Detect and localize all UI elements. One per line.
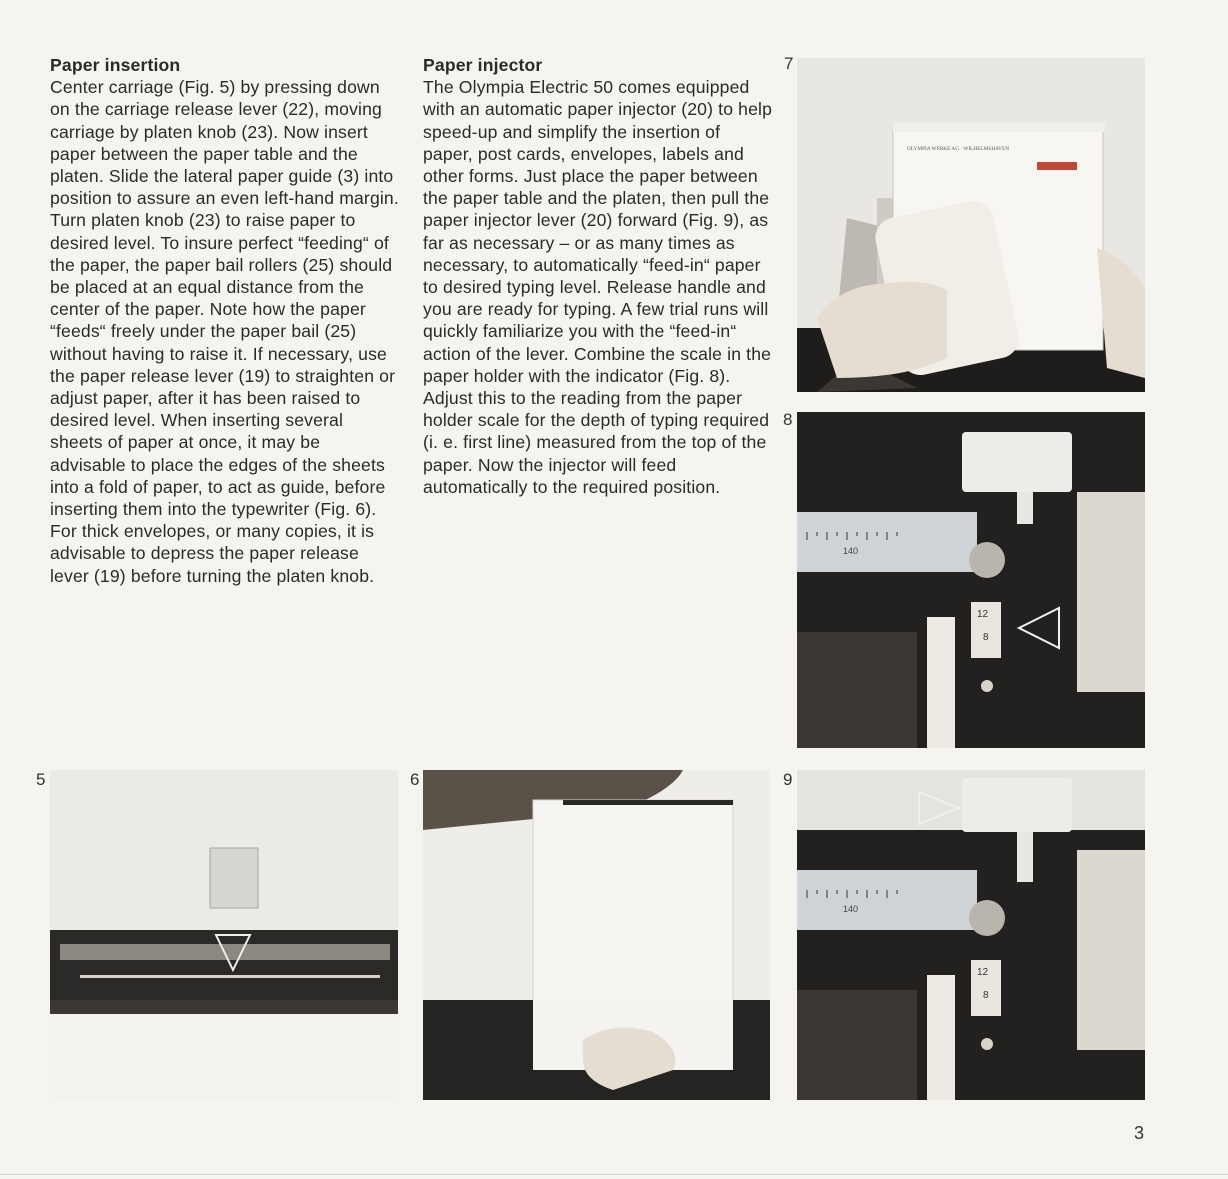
figure-8-scale-number: 140 <box>843 546 859 556</box>
figure-7-photo <box>797 58 1145 392</box>
figure-8-indicator-bottom: 8 <box>983 632 989 643</box>
figure-9-indicator-bottom: 8 <box>983 990 989 1001</box>
paper-insertion-section <box>50 54 400 587</box>
figure-6-photo <box>423 770 770 1100</box>
figure-8-photo <box>797 412 1145 748</box>
figure-9-indicator-top: 12 <box>977 967 989 978</box>
page-number: 3 <box>1134 1123 1145 1143</box>
figure-7-letterhead: OLYMPIA WERKE AG · WILHELMSHAVEN <box>907 146 1010 152</box>
paper-injector-section <box>423 54 773 498</box>
figure-8-number: 8 <box>783 410 793 429</box>
figure-9-photo <box>797 770 1145 1100</box>
figure-6-number: 6 <box>410 770 420 789</box>
paper-insertion-body: Center carriage (Fig. 5) by pressing down on the carriage release lever (22), moving carriage by platen knob (23). Now insert paper between the paper table and the platen. Slide the lateral paper guide (3) into position to assure an even left-hand margin. Turn platen knob (23) to raise paper to desired level. To insure perfect “feeding“ of the paper, the paper bail rollers (25) should be placed at an equal distance from the center of the paper. Note how the paper “feeds“ freely under the paper bail (25) without having to raise it. If necessary, use the paper release lever (19) to straighten or adjust paper, after it has been raised to desired level. When inserting several sheets of paper at once, it may be advisable to place the edges of the sheets into a fold of paper, to act as guide, before inserting them into the typewriter (Fig. 6). For thick envelopes, or many copies, it is advisable to depress the paper release lever (19) before turning the platen knob. <box>50 77 399 586</box>
figure-5-number: 5 <box>36 770 46 789</box>
paper-insertion-heading: Paper insertion <box>50 55 181 75</box>
figure-9-number: 9 <box>783 770 793 789</box>
paper-injector-body: The Olympia Electric 50 comes equipped with an automatic paper injector (20) to help speed-up and simplify the insertion of paper, post cards, envelopes, labels and other forms. Just place the paper between the paper table and the platen, then pull the paper injector lever (20) forward (Fig. 9), as far as necessary – or as many times as necessary, to automatically “feed-in“ paper to desired typing level. Release handle and you are ready for typing. A few trial runs will quickly familiarize you with the “feed-in“ action of the lever. Combine the scale in the paper holder with the indicator (Fig. 8). Adjust this to the reading from the paper holder scale for the depth of typing required (i. e. first line) measured from the top of the paper. Now the injector will feed automatically to the required position. <box>423 77 773 497</box>
figure-9-scale-number: 140 <box>843 904 859 914</box>
figure-5-photo <box>50 770 398 1100</box>
paper-injector-heading: Paper injector <box>423 55 543 75</box>
figure-7-number: 7 <box>784 54 794 73</box>
figure-8-indicator-top: 12 <box>977 609 989 620</box>
page-bottom-edge <box>0 1174 1228 1175</box>
